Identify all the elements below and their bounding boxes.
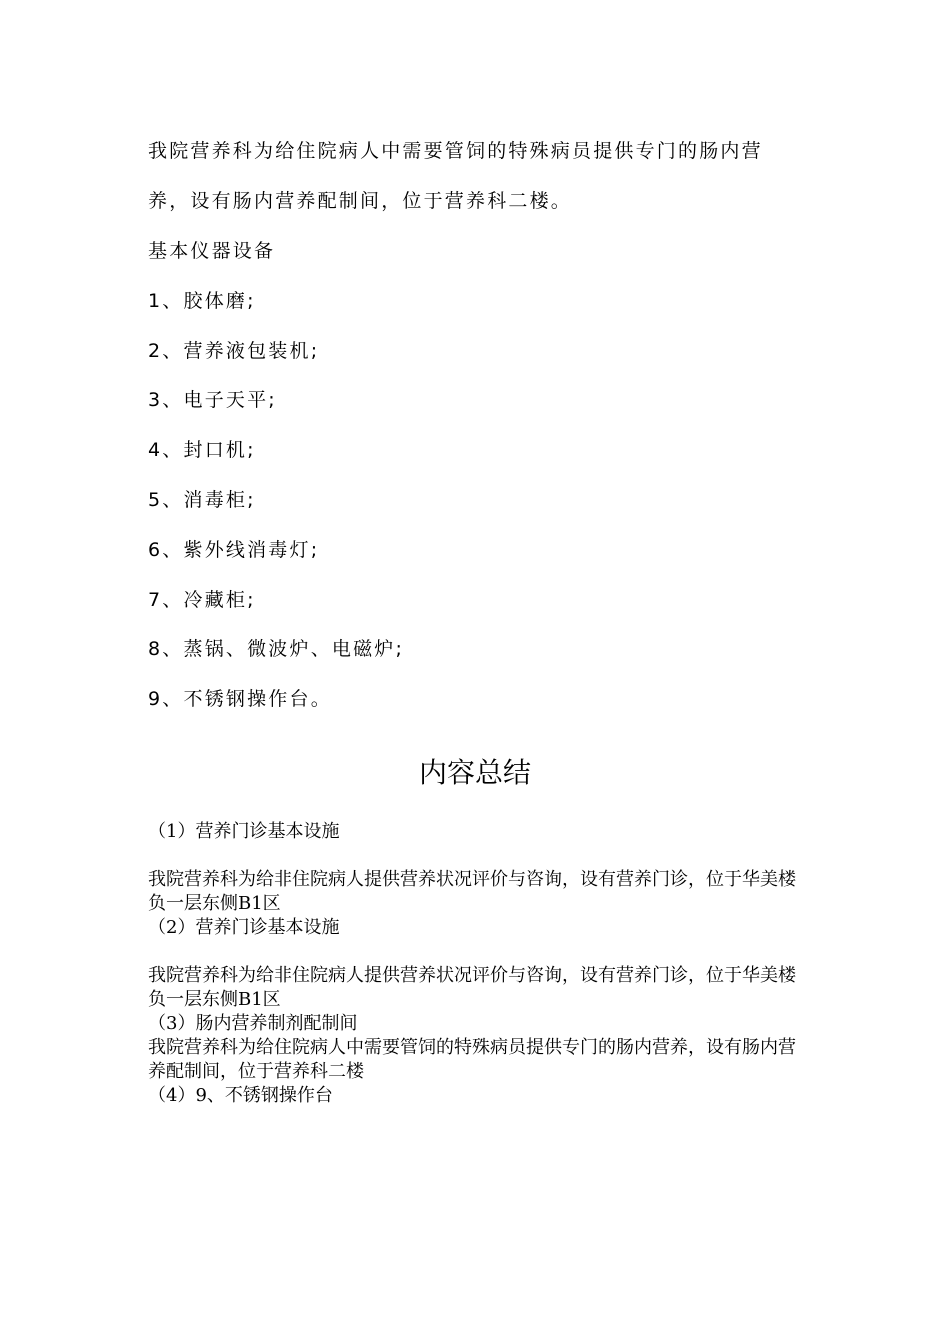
equipment-item: 5、消毒柜; bbox=[148, 489, 256, 511]
equipment-item: 3、电子天平; bbox=[148, 389, 277, 411]
summary-item-title: （1）营养门诊基本设施 bbox=[148, 821, 340, 842]
equipment-item: 6、紫外线消毒灯; bbox=[148, 539, 320, 561]
equipment-heading: 基本仪器设备 bbox=[148, 240, 276, 262]
equipment-item: 9、不锈钢操作台。 bbox=[148, 688, 332, 710]
equipment-item: 7、冷藏柜; bbox=[148, 589, 256, 611]
summary-item-title: （3）肠内营养制剂配制间 bbox=[148, 1013, 358, 1034]
summary-item-title: （4）9、不锈钢操作台 bbox=[148, 1085, 333, 1106]
summary-title: 内容总结 bbox=[418, 756, 531, 789]
summary-item-body: 我院营养科为给非住院病人提供营养状况评价与咨询，设有营养门诊，位于华美楼负一层东侧B1区 bbox=[148, 965, 796, 1010]
summary-item-body: 我院营养科为给非住院病人提供营养状况评价与咨询，设有营养门诊，位于华美楼负一层东侧B1区 bbox=[148, 869, 796, 914]
intro-line-1: 我院营养科为给住院病人中需要管饲的特殊病员提供专门的肠内营 bbox=[148, 140, 763, 162]
summary-list bbox=[148, 820, 808, 1108]
summary-item-title: （2）营养门诊基本设施 bbox=[148, 917, 340, 938]
intro-line-2: 养，设有肠内营养配制间，位于营养科二楼。 bbox=[148, 190, 573, 212]
equipment-item: 4、封口机; bbox=[148, 439, 256, 461]
summary-item-body: 我院营养科为给住院病人中需要管饲的特殊病员提供专门的肠内营养，设有肠内营养配制间，位于营养科二楼 bbox=[148, 1037, 796, 1082]
equipment-item: 2、营养液包装机; bbox=[148, 340, 320, 362]
equipment-item: 8、蒸锅、微波炉、电磁炉; bbox=[148, 638, 405, 660]
equipment-item: 1、胶体磨; bbox=[148, 290, 256, 312]
